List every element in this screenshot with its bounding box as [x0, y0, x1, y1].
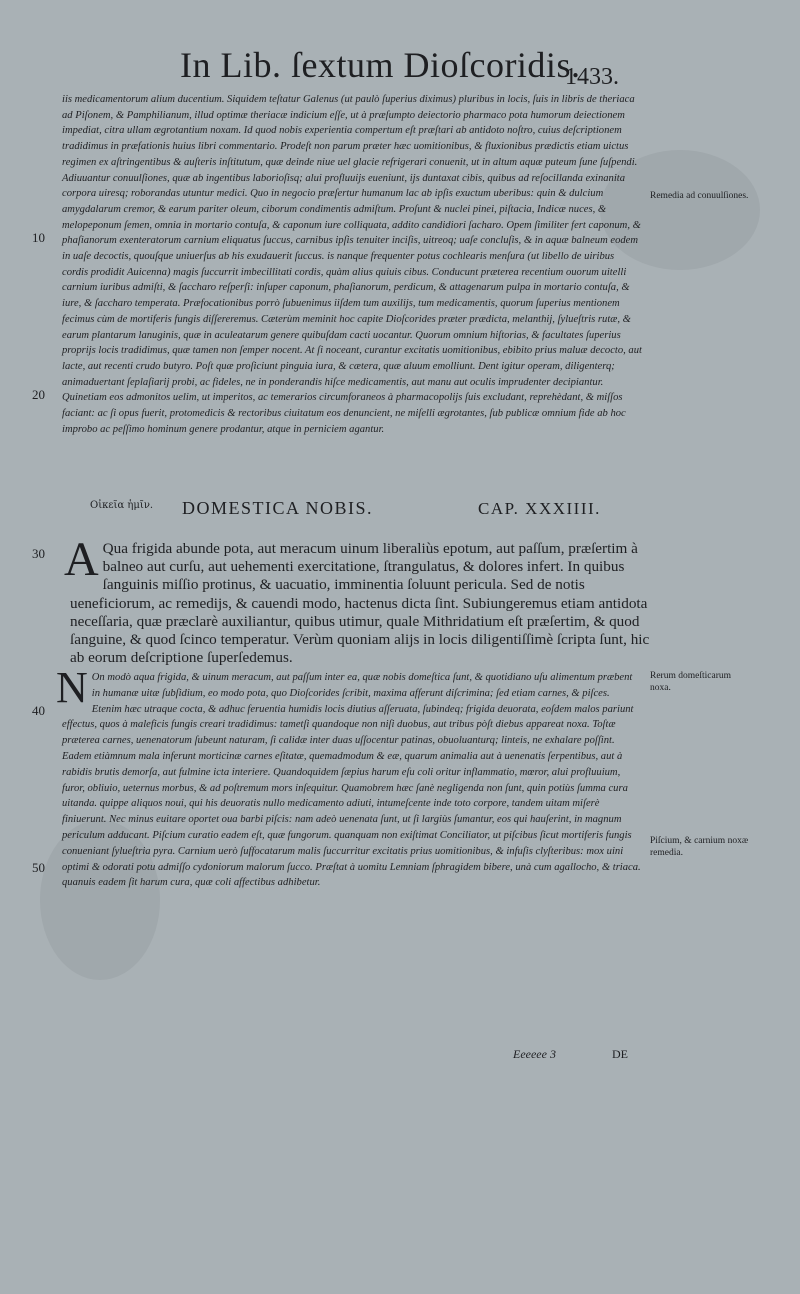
drop-cap-initial: A: [64, 533, 99, 586]
text-paragraph-2: [64, 533, 652, 667]
signature-mark: Eeeeee 3: [513, 1047, 556, 1061]
marginal-note: Piſcium, & carnium noxæ remedia.: [650, 836, 749, 858]
page-number: 1433.: [565, 64, 619, 90]
greek-chapter-title: Οἰκεῖα ἡμῖν.: [90, 500, 154, 511]
chapter-title: DOMESTICA NOBIS.: [182, 498, 374, 518]
line-number: 20: [32, 387, 45, 402]
line-number: 30: [32, 546, 45, 561]
paragraph-3-body: On modò aqua frigida, & uinum meracum, aut paſſum inter ea, quæ nobis domeſtica ſunt, & quotidiano uſu alimentum præbent in humanæ uitæ ſubſidium, eo modo pota, quo Dioſcorides ſcribit, maxima afferunt diſcrimina; ſed etiam carnes, & piſces. Etenim hæc utraque cocta, & adhuc feruentia humidis locis diutius aſſeruata, ſubindeq; frigida deuorata, eoſdem malos pariunt effectus, quos à maleficis fungis creari tradidimus: tametſi quandoque non niſi duobus, aut tribus pòſt diebus appareat noxa. Toſtæ præterea carnes, uenenatorum ſubeunt naturam, ſi calidæ inter duas uſſocentur patinas, obuoluanturq; linteis, ne exhalare poſſint. Eadem etiàmnum mala inferunt morticinæ carnes eſitatæ, quemadmodum & eæ, quarum animalia aut à uenenatis ſerpentibus, aut à rabidis brutis demorſa, aut fulmine icta interiere. Quandoquidem ſæpius harum eſu coli oritur inflammatio, mœror, alui profluuium, furor, obliuio, ueternus morbus, & ad poſtremum mors inſequitur. Quamobrem hæc ſanè negligenda non ſunt, quin potiùs ſumma cura uitanda. quippe aliquos noui, qui his deuoratis nullo medicamento adiuti, intumeſcente inde toto corpore, tandem uitam miſerè finiuerunt. Nec minus euitare oportet oua barbi piſcis: nam adeò uenenata ſunt, ut ſi largiùs ſumantur, eos qui hauſerint, in magnum periculum adducant. Piſcium curatio eadem eſt, quæ fungorum. quanquam non exiſtimat Conciliator, ut piſcibus ſicut mortiferis fungis conueniant ſylueſtria pyra. Carnium uerò ſuffocatarum malis ſuccurritur excitatis prius uomitionibus, & infuſis clyſteribus: mox uini optimi & odorati potu admiſſo cydoniorum malorum ſucco. Præſtat à uomitu Lemniam ſphragidem bibere, unà cum agallocho, & triaca. quanuis eadem ſit harum cura, quæ coli affectibus adhibetur.: [62, 672, 641, 889]
commentary-paragraph-1: iis medicamentorum alium ducentium. Siquidem teſtatur Galenus (ut paulò ſuperius diximus) pluribus in locis, ſuis in libris de theriaca ad Piſonem, & Pamphilianum, illud optimæ theriacæ indicium eſſe, ut à præſumpto deiectorio pharmaco pota humorum deiectionem impediat, citra ullam ægrotantium noxam. Id quod nobis experientia compertum eſt præſtari ab antidoto noſtro, cuius deſcriptionem tradidimus in præfationis huius libri commentario. Prodeſt non parum præter hæc uomitionibus, & fluxionibus prædictis etiam uictus regimen ex aſtringentibus & auſteris inſtitutum, quæ deinde niue uel glacie refrigerari conuenit, ut in altum aquæ puteum ſune ſuſpendi. Adiuuantur conuulſiones, quæ ab ingentibus laborioſisq; alui profluuijs eueniunt, ijs duntaxat cibis, quibus ad reſocillanda exinanita corpora uiresq; roborandas utuntur medici. Quo in negocio præſertur humanum lac ab ipſis exuctum uberibus: quin & dulcium amygdalarum cremor, & earum pariter oleum, ciborum condimentis admiſtum. Proſunt & nuclei pinei, piſtacia, Indicæ nuces, & melopeponum ſemen, omnia in mortario contuſa, & caponum iure colliquata, addito candidiori ſacharo. Opem ſimiliter fert caponum, & phaſianorum exenteratorum carnium eliquatus ſuccus, carnibus ipſis tenuiter inciſis, uitreoq; uaſe concluſis, & in aquæ balneum eodem in uaſe decoctis, quouſque uniuerſus ab his exudauerit ſuccus. is nanque frequenter potus cochlearis menſura (ut libello de uiribus cordis prodidit Auicenna) magis ſuccurrit imbecillitati cordis, quàm alius quiuis cibus. Conducunt præterea recentium ouorum uitelli carnium iuribus admiſti, & ſaccharo reſperſi: inſuper caponum, phaſianorum, perdicum, & attagenarum pulpa in mortario contuſa, & iure, & ſaccharo temperata. Præfocationibus porrò ſubuenimus iiſdem tum auxilijs, tum medicamentis, quorum ſuperius mentionem fecimus cùm de mortiferis fungis diſſereremus. Cæterùm meminit hoc capite Dioſcorides præter prædicta, melanthij, ſylueſtris rutæ, & earum plantarum lanuginis, quæ in aculeatarum genere quibuſdam cacti uocantur. Quorum omnium hiſtorias, & facultates ſuperius proprijs locis tradidimus, quæ tamen non ſemper nocent. At ſi noceant, curantur excitatis uomitionibus, ebibito prius maluæ decocto, aut lacte, aut recenti crudo butyro. Poſt quæ proſiciunt pinguia iura, & cætera, quæ aluum emolliunt. Dent igitur operam, diligenterq; animaduertant ſeplaſiarij probi, ac fideles, ne in ponderandis hiſce medicamentis, aut manu aut oculis imprudenter decipiantur. Quinetiam eos admonitos uelim, ut imperitos, ac temerarios circumforaneos à pharmacopolijs ſuis excludant, reprehèdant, & miſſos faciant: ac ſi opus fuerit, protomedicis & rectoribus ciuitatum eos denuncient, ne miſelli ægrotantes, ſub publicæ omnium fide ab hoc improbo ac peſſimo hominum genere prodantur, atque in perniciem agantur.: [62, 94, 642, 435]
running-head-title: In Lib. ſextum Dioſcoridis.: [180, 45, 581, 85]
line-number: 50: [32, 860, 45, 875]
line-number: 10: [32, 230, 45, 245]
catchword: DE: [612, 1047, 628, 1061]
chapter-number: CAP. XXXIIII.: [478, 499, 601, 518]
drop-cap-initial: N: [56, 663, 88, 712]
commentary-paragraph-3: [56, 663, 642, 891]
paragraph-2-body: Qua frigida abunde pota, aut meracum uinum liberaliùs epotum, aut paſſum, præſertim à balneo aut curſu, aut uehementi exercitatione, ſtrangulatus, & dolores infert. In quibus ſanguinis miſſio protinus, & uacuatio, imminentia ſoluunt pericula. Sed de notis ueneficiorum, ac remedijs, & cauendi modo, hactenus dicta ſint. Subiungeremus etiam antidota neceſſaria, quæ præclarè auxiliantur, quibus utimur, quale Mithridatium eſt præſertim, & quod ſanguine, & quod ſcinco temperatur. Verùm quoniam alijs in locis diligentiſſimè ſcripta ſunt, hic ab eorum deſcriptione ſuperſedemus.: [70, 540, 650, 667]
marginal-note: Remedia ad conuulſiones.: [650, 191, 749, 201]
marginal-note: Rerum domeſticarum noxa.: [650, 671, 731, 693]
line-number: 40: [32, 703, 45, 718]
